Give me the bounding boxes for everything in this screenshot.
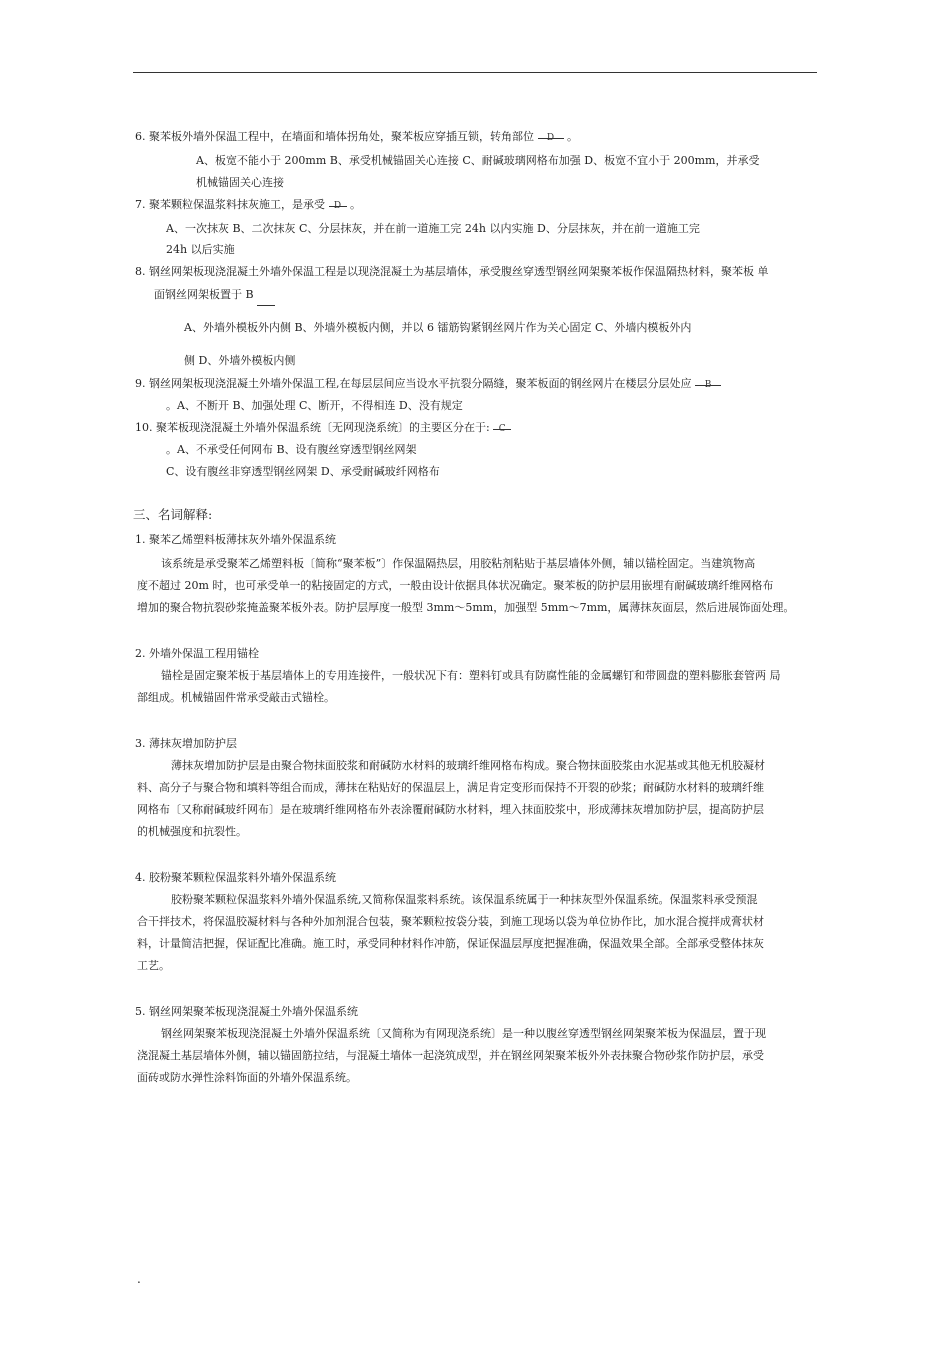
term-2-line-1: 锚栓是固定聚苯板于基层墙体上的专用连接件，一般状况下有：塑料钉或具有防腐性能的金属螺钉和带圆盘的塑料膨胀套管两 局 <box>161 669 781 682</box>
term-1-title: 1. 聚苯乙烯塑料板薄抹灰外墙外保温系统 <box>135 533 336 546</box>
question-8-cont-text: 面钢丝网架板置于 B <box>154 288 254 301</box>
footer-mark: . <box>137 1272 141 1286</box>
term-4-title: 4. 胶粉聚苯颗粒保温浆料外墙外保温系统 <box>135 871 336 884</box>
question-8: 8. 钢丝网架板现浇混凝土外墙外保温工程是以现浇混凝土为基层墙体，承受腹丝穿透型钢丝网架聚苯板作保温隔热材料，聚苯板 单 <box>135 265 769 278</box>
question-6-end: 。 <box>567 130 578 143</box>
term-1-line-3: 增加的聚合物抗裂砂浆掩盖聚苯板外表。防护层厚度一般型 3mm～5mm，加强型 5mm～7mm，属薄抹灰面层，然后进展饰面处理。 <box>137 601 795 614</box>
term-5-title: 5. 钢丝网架聚苯板现浇混凝土外墙外保温系统 <box>135 1005 358 1018</box>
question-8-options: A、外墙外模板外内侧 B、外墙外模板内侧，并以 6 镭筋钩紧钢丝网片作为关心固定 C、外墙内模板外内 <box>184 321 692 334</box>
question-6-stem: 6. 聚苯板外墙外保温工程中，在墙面和墙体拐角处，聚苯板应穿插互锁，转角部位 <box>135 130 534 143</box>
term-4-line-4: 工艺。 <box>137 959 170 972</box>
question-9 <box>135 377 721 392</box>
question-10-options: 。A、不承受任何网布 B、设有腹丝穿透型钢丝网架 <box>166 443 417 456</box>
question-10-stem: 10. 聚苯板现浇混凝土外墙外保温系统〔无网现浇系统〕的主要区分在于: <box>135 421 490 434</box>
question-10-options-cont: C、设有腹丝非穿透型钢丝网架 D、承受耐碱玻纤网格布 <box>166 465 440 478</box>
term-1-line-1: 该系统是承受聚苯乙烯塑料板〔简称“聚苯板”〕作保温隔热层，用胶粘剂粘贴于基层墙体外侧，辅以锚栓固定。当建筑物高 <box>161 557 756 570</box>
section-title: 三、名词解释: <box>133 507 213 522</box>
term-4-line-2: 合干拌技术，将保温胶凝材料与各种外加剂混合包装，聚苯颗粒按袋分装，到施工现场以袋为单位协作比，加水混合搅拌成膏状材 <box>137 915 764 928</box>
term-1-line-2: 度不超过 20m 时，也可承受单一的粘接固定的方式，一般由设计依据具体状况确定。聚苯板的防护层用嵌埋有耐碱玻璃纤维网格布 <box>137 579 774 592</box>
question-7-options-cont: 24h 以后实施 <box>166 243 235 256</box>
question-10 <box>135 421 511 436</box>
term-4-line-1: 胶粉聚苯颗粒保温浆料外墙外保温系统,又简称保温浆料系统。该保温系统属于一种抹灰型外保温系统。保温浆料承受预混 <box>171 893 758 906</box>
question-7-stem: 7. 聚苯颗粒保温浆料抹灰施工，是承受 <box>135 198 325 211</box>
question-6 <box>135 130 578 145</box>
question-9-answer: B <box>695 378 721 392</box>
term-5-line-2: 浇混凝土基层墙体外侧，辅以锚固筋拉结，与混凝土墙体一起浇筑成型，并在钢丝网架聚苯板外外表抹聚合物砂浆作防护层，承受 <box>137 1049 764 1062</box>
term-2-title: 2. 外墙外保温工程用锚栓 <box>135 647 259 660</box>
question-6-options-cont: 机械锚固关心连接 <box>196 176 284 189</box>
term-3-line-3: 网格布〔又称耐碱玻纤网布〕是在玻璃纤维网格布外表涂覆耐碱防水材料，埋入抹面胶浆中，形成薄抹灰增加防护层，提高防护层 <box>137 803 764 816</box>
term-2-line-2: 部组成。机械锚固件常承受敲击式锚栓。 <box>137 691 335 704</box>
term-3-line-4: 的机械强度和抗裂性。 <box>137 825 247 838</box>
question-8-options-cont: 侧 D、外墙外模板内侧 <box>184 354 296 367</box>
question-7-answer: D <box>329 199 347 213</box>
question-6-answer: D <box>538 131 564 145</box>
term-5-line-1: 钢丝网架聚苯板现浇混凝土外墙外保温系统〔又简称为有网现浇系统〕是一种以腹丝穿透型钢丝网架聚苯板为保温层，置于现 <box>161 1027 766 1040</box>
question-9-options: 。A、不断开 B、加强处理 C、断开，不得相连 D、没有规定 <box>166 399 463 412</box>
term-3-line-2: 料、高分子与聚合物和填料等组合而成，薄抹在粘贴好的保温层上，满足肯定变形而保持不开裂的砂浆；耐碱防水材料的玻璃纤维 <box>137 781 764 794</box>
term-5-line-3: 面砖或防水弹性涂料饰面的外墙外保温系统。 <box>137 1071 357 1084</box>
question-9-stem: 9. 钢丝网架板现浇混凝土外墙外保温工程,在每层层间应当设水平抗裂分隔缝，聚苯板面的钢丝网片在楼层分层处应 <box>135 377 692 390</box>
question-8-cont <box>154 288 275 302</box>
question-7-options: A、一次抹灰 B、二次抹灰 C、分层抹灰，并在前一道施工完 24h 以内实施 D、分层抹灰，并在前一道施工完 <box>166 222 700 235</box>
question-7 <box>135 198 361 213</box>
term-3-line-1: 薄抹灰增加防护层是由聚合物抹面胶浆和耐碱防水材料的玻璃纤维网格布构成。聚合物抹面胶浆由水泥基或其他无机胶凝材 <box>171 759 765 772</box>
term-3-title: 3. 薄抹灰增加防护层 <box>135 737 237 750</box>
term-4-line-3: 料，计量简洁把握，保证配比准确。施工时，承受同种材料作冲筋，保证保温层厚度把握准确，保温效果全部。全部承受整体抹灰 <box>137 937 764 950</box>
header-rule <box>133 72 817 73</box>
question-7-end: 。 <box>350 198 361 211</box>
question-10-answer: C <box>493 422 511 436</box>
question-6-options: A、板宽不能小于 200mm B、承受机械锚固关心连接 C、耐碱玻璃网格布加强 D、板宽不宜小于 200mm，并承受 <box>196 154 760 167</box>
